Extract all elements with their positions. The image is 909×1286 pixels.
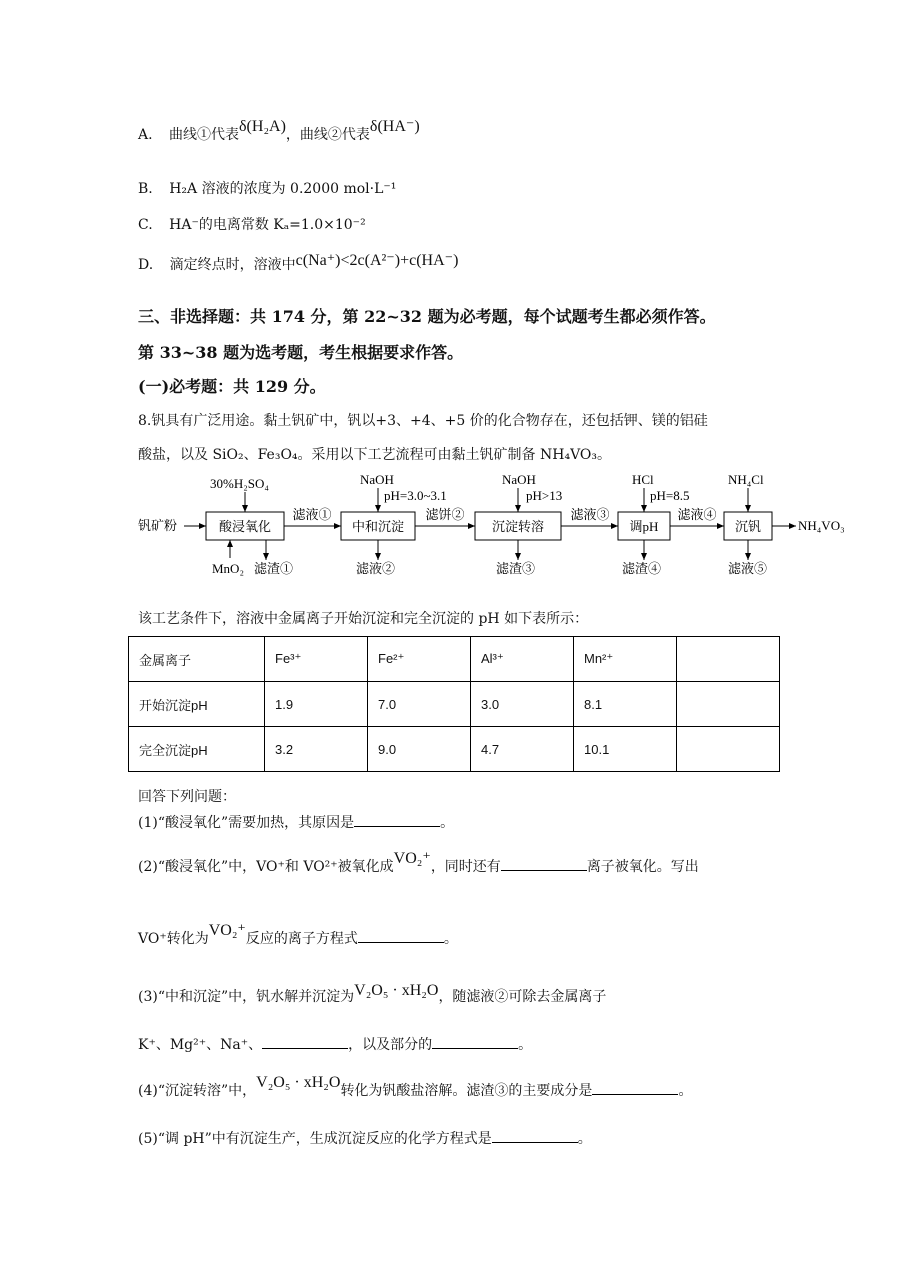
table-cell: 8.1 bbox=[574, 682, 677, 727]
table-header-cell: Fe³⁺ bbox=[265, 637, 368, 682]
question-3-formula: V₂O₅ · xH₂O bbox=[354, 982, 439, 999]
flow-arrow-2-label: 滤饼② bbox=[425, 507, 465, 522]
question-1 bbox=[138, 812, 454, 832]
table-cell: 7.0 bbox=[368, 682, 471, 727]
table-header-cell bbox=[677, 637, 780, 682]
flow-end-label: NH₄VO₃ bbox=[798, 518, 845, 533]
flow-arrow-1-label: 滤液① bbox=[292, 507, 332, 522]
flow-box-4-label: 调pH bbox=[629, 519, 659, 534]
table-cell: 9.0 bbox=[368, 727, 471, 772]
question-5 bbox=[138, 1128, 592, 1148]
flow-reagent-3: NaOH bbox=[502, 472, 536, 487]
flow-output-5: 滤液⑤ bbox=[728, 561, 768, 576]
option-a-formula-2: δ(HA⁻) bbox=[369, 118, 420, 135]
flow-box-5-label: 沉钒 bbox=[734, 519, 762, 534]
question-2-text-2: ，同时还有 bbox=[430, 859, 501, 875]
question-4-formula: V₂O₅ · xH₂O bbox=[256, 1074, 341, 1091]
question-intro-1: 8.钒具有广泛用途。黏土钒矿中，钒以+3、+4、+5 价的化合物存在，还包括钾、镁的铝硅 bbox=[138, 413, 708, 429]
table-header-cell: 金属离子 bbox=[129, 637, 265, 682]
flow-reagent-2: NaOH bbox=[360, 472, 394, 487]
table-cell bbox=[677, 727, 780, 772]
table-cell: 4.7 bbox=[471, 727, 574, 772]
answer-blank[interactable] bbox=[501, 856, 587, 871]
section-heading-1: 三、非选择题：共 174 分，第 22~32 题为必考题，每个试题考生都必须作答。 bbox=[138, 307, 716, 326]
flow-arrow-3-label: 滤液③ bbox=[570, 507, 610, 522]
flow-start-label: 钒矿粉 bbox=[138, 518, 178, 533]
question-2 bbox=[138, 850, 699, 876]
table-cell: 完全沉淀pH bbox=[129, 727, 265, 772]
option-d-formula: c(Na⁺)<2c(A²⁻)+c(HA⁻) bbox=[295, 252, 459, 269]
table-header-cell: Al³⁺ bbox=[471, 637, 574, 682]
table-row bbox=[129, 682, 780, 727]
flow-reagent-1: 30%H₂SO₄ bbox=[210, 476, 269, 491]
flow-output-1: 滤渣① bbox=[254, 561, 294, 576]
option-d-prefix: D. bbox=[138, 257, 154, 273]
answer-blank[interactable] bbox=[354, 812, 440, 827]
question-2b-formula: VO₂⁺ bbox=[208, 922, 246, 939]
flow-box-2-label: 中和沉淀 bbox=[351, 519, 405, 534]
question-4-text-2: 转化为钒酸盐溶解。滤渣③的主要成分是 bbox=[340, 1083, 593, 1099]
flow-reagent-4: HCl bbox=[632, 472, 654, 487]
option-c-prefix: C. bbox=[138, 217, 153, 233]
question-2-text: (2)“酸浸氧化”中，VO⁺和 VO²⁺被氧化成 bbox=[138, 859, 394, 875]
question-3b-end: 。 bbox=[518, 1037, 533, 1053]
option-a-formula-1: δ(H₂A) bbox=[239, 118, 286, 135]
flow-arrow-4-label: 滤液④ bbox=[677, 507, 717, 522]
flow-output-4: 滤渣④ bbox=[622, 561, 662, 576]
question-2-formula: VO₂⁺ bbox=[393, 850, 431, 867]
flow-input-mno2: MnO₂ bbox=[212, 561, 244, 576]
table-cell: 开始沉淀pH bbox=[129, 682, 265, 727]
option-a-prefix: A. bbox=[138, 127, 153, 143]
table-cell: 10.1 bbox=[574, 727, 677, 772]
flow-reagent-5: NH₄Cl bbox=[728, 472, 764, 487]
question-2b bbox=[138, 922, 458, 948]
option-b-text: H₂A 溶液的浓度为 0.2000 mol·L⁻¹ bbox=[169, 181, 397, 197]
option-a-text: 曲线①代表 bbox=[169, 127, 240, 143]
table-cell: 3.2 bbox=[265, 727, 368, 772]
flow-output-2: 滤液② bbox=[356, 561, 396, 576]
flow-output-3: 滤渣③ bbox=[496, 561, 536, 576]
table-header-cell: Fe²⁺ bbox=[368, 637, 471, 682]
table-header-row bbox=[129, 637, 780, 682]
answer-blank[interactable] bbox=[492, 1128, 578, 1143]
table-cell: 3.0 bbox=[471, 682, 574, 727]
question-2-text-3: 离子被氧化。写出 bbox=[586, 859, 699, 875]
flow-box-1-label: 酸浸氧化 bbox=[218, 519, 272, 534]
section-heading-3: (一)必考题：共 129 分。 bbox=[138, 377, 326, 396]
process-flow-diagram bbox=[138, 470, 858, 585]
question-1-end: 。 bbox=[440, 815, 455, 831]
option-a bbox=[138, 118, 420, 144]
question-2b-text-2: 反应的离子方程式 bbox=[245, 931, 358, 947]
flow-condition-2: pH=3.0~3.1 bbox=[384, 488, 447, 503]
question-3-text: (3)“中和沉淀”中，钒水解并沉淀为 bbox=[138, 989, 355, 1005]
question-intro-2: 酸盐，以及 SiO₂、Fe₃O₄。采用以下工艺流程可由黏土钒矿制备 NH₄VO₃。 bbox=[138, 447, 612, 463]
answer-blank[interactable] bbox=[358, 928, 444, 943]
question-4-end: 。 bbox=[678, 1083, 693, 1099]
section-heading-2: 第 33~38 题为选考题，考生根据要求作答。 bbox=[138, 343, 464, 362]
question-5-end: 。 bbox=[577, 1131, 592, 1147]
table-cell bbox=[677, 682, 780, 727]
flow-condition-4: pH=8.5 bbox=[650, 488, 690, 503]
table-row bbox=[129, 727, 780, 772]
option-b bbox=[138, 178, 396, 198]
table-cell: 1.9 bbox=[265, 682, 368, 727]
question-1-text: (1)“酸浸氧化”需要加热，其原因是 bbox=[138, 815, 355, 831]
question-2b-end: 。 bbox=[443, 931, 458, 947]
table-intro: 该工艺条件下，溶液中金属离子开始沉淀和完全沉淀的 pH 如下表所示： bbox=[138, 611, 589, 627]
question-2b-text: VO⁺转化为 bbox=[138, 931, 209, 947]
question-4 bbox=[138, 1074, 693, 1100]
metal-ion-table bbox=[128, 636, 780, 772]
option-b-prefix: B. bbox=[138, 181, 153, 197]
question-3b-text: K⁺、Mg²⁺、Na⁺、 bbox=[138, 1037, 263, 1053]
option-d bbox=[138, 254, 458, 274]
question-3b-text-2: ，以及部分的 bbox=[348, 1037, 433, 1053]
question-5-text: (5)“调 pH”中有沉淀生产，生成沉淀反应的化学方程式是 bbox=[138, 1131, 492, 1147]
option-d-text: 滴定终点时，溶液中 bbox=[169, 257, 296, 273]
flow-box-3-label: 沉淀转溶 bbox=[491, 519, 545, 534]
option-c-text: HA⁻的电离常数 Kₐ=1.0×10⁻² bbox=[169, 217, 366, 233]
option-c bbox=[138, 214, 366, 234]
answer-prompt: 回答下列问题： bbox=[138, 789, 236, 805]
answer-blank[interactable] bbox=[592, 1080, 678, 1095]
option-a-text-2: ，曲线②代表 bbox=[285, 127, 370, 143]
answer-blank[interactable] bbox=[432, 1034, 518, 1049]
answer-blank[interactable] bbox=[262, 1034, 348, 1049]
table-header-cell: Mn²⁺ bbox=[574, 637, 677, 682]
question-3b bbox=[138, 1034, 532, 1054]
question-3-text-2: ，随滤液②可除去金属离子 bbox=[438, 989, 607, 1005]
question-3 bbox=[138, 982, 607, 1006]
flow-condition-3: pH>13 bbox=[526, 488, 563, 503]
question-4-text: (4)“沉淀转溶”中， bbox=[138, 1083, 257, 1099]
